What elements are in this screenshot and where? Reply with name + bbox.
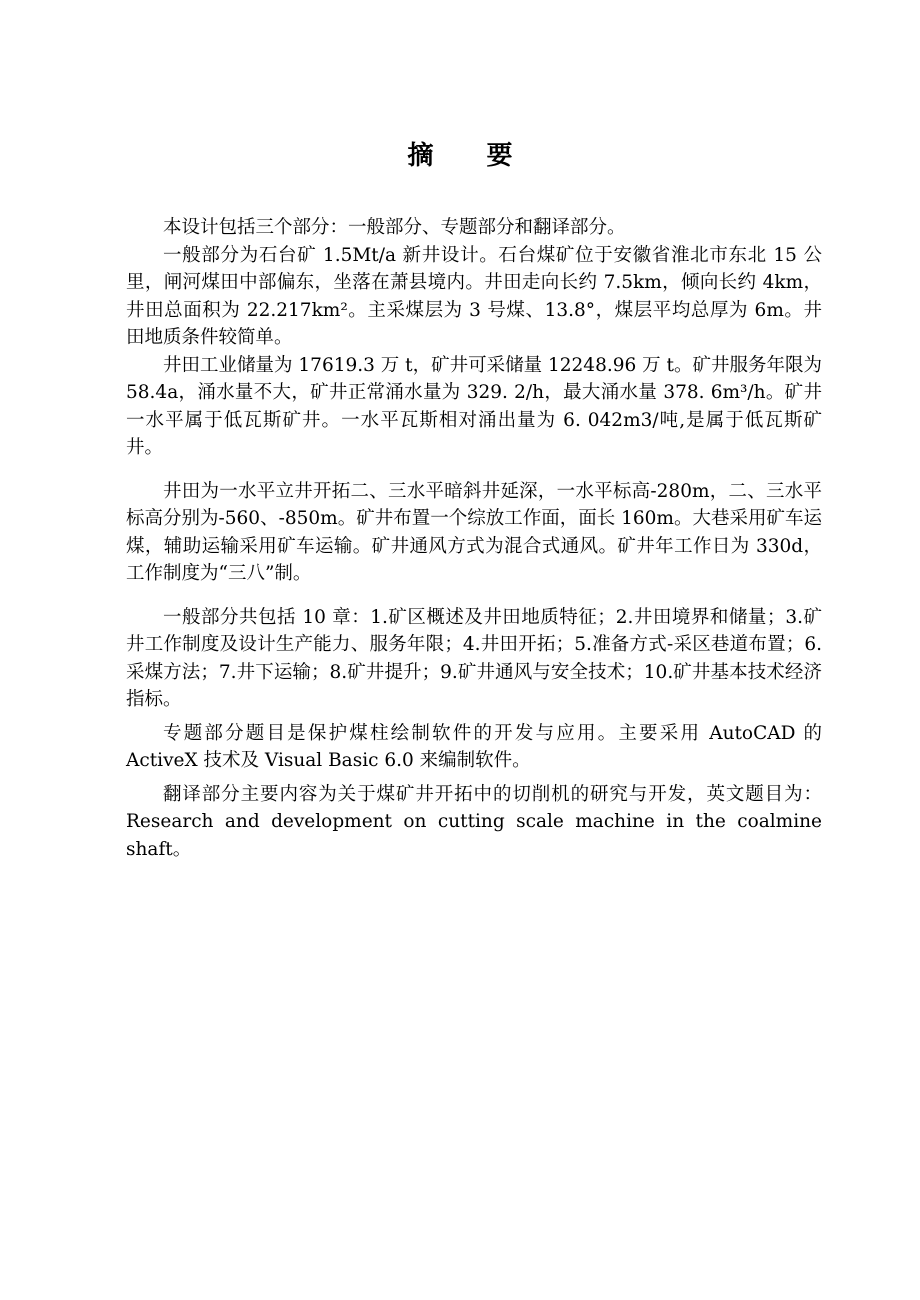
paragraph-reserves: 井田工业储量为 17619.3 万 t，矿井可采储量 12248.96 万 t。矿井服务年限为 58.4a，涌水量不大，矿井正常涌水量为 329. 2/h，最大涌水量 378. 6m³/h。矿井一水平属于低瓦斯矿井。一水平瓦斯相对涌出量为 6. 042m3/吨,是属于低瓦斯矿井。	[126, 354, 822, 458]
paragraph-general-part: 一般部分为石台矿 1.5Mt/a 新井设计。石台煤矿位于安徽省淮北市东北 15 公里，闸河煤田中部偏东，坐落在萧县境内。井田走向长约 7.5km，倾向长约 4km，井田总面积为 22.217km²。主采煤层为 3 号煤、13.8°，煤层平均总厚为 6m。井田地质条件较简单。	[126, 244, 822, 348]
paragraph-special-topic: 专题部分题目是保护煤柱绘制软件的开发与应用。主要采用 AutoCAD 的 ActiveX 技术及 Visual Basic 6.0 来编制软件。	[126, 722, 822, 771]
paragraph-chapters: 一般部分共包括 10 章：1.矿区概述及井田地质特征；2.井田境界和储量；3.矿井工作制度及设计生产能力、服务年限；4.井田开拓；5.准备方式-采区巷道布置；6.采煤方法；7.井下运输；8.矿井提升；9.矿井通风与安全技术；10.矿井基本技术经济指标。	[126, 606, 822, 710]
paragraph-overview: 本设计包括三个部分：一般部分、专题部分和翻译部分。	[163, 217, 626, 238]
paragraph-development: 井田为一水平立井开拓二、三水平暗斜井延深，一水平标高-280m，二、三水平标高分别为-560、-850m。矿井布置一个综放工作面，面长 160m。大巷采用矿车运煤，辅助运输采用矿车运输。矿井通风方式为混合式通风。矿井年工作日为 330d，工作制度为“三八”制。	[126, 480, 822, 584]
abstract-body	[126, 214, 822, 863]
abstract-title: 摘 要	[407, 141, 535, 171]
paragraph-translation: 翻译部分主要内容为关于煤矿井开拓中的切削机的研究与开发，英文题目为：Research and development on cutting scale machine in the coalmine shaft。	[126, 783, 822, 860]
